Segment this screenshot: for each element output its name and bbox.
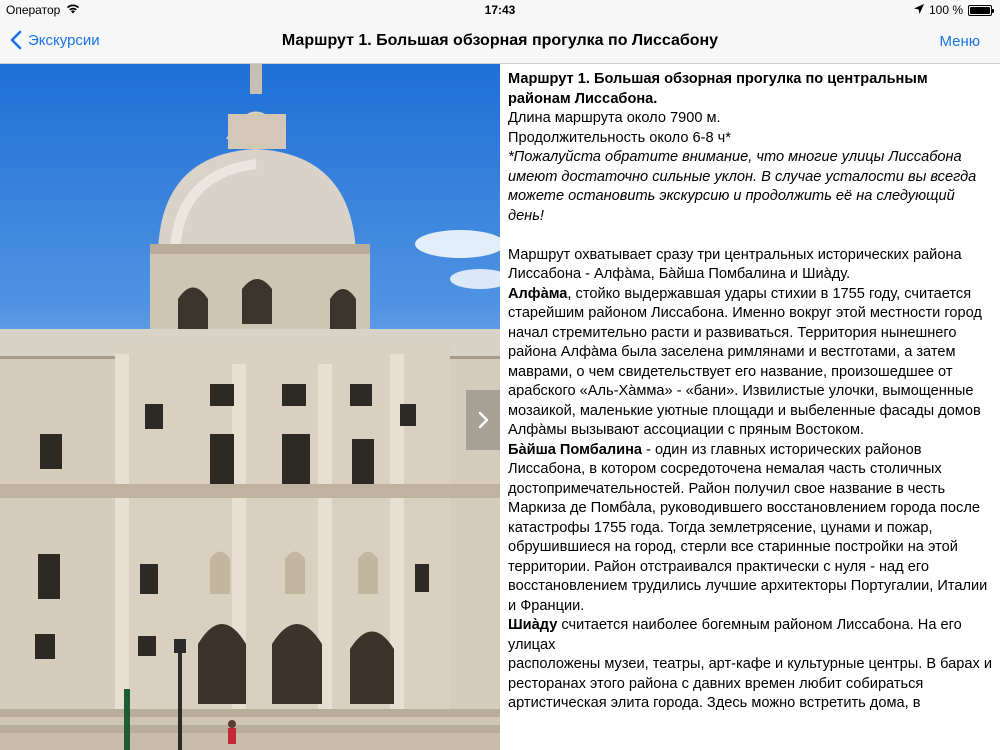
alfama-paragraph xyxy=(508,285,992,441)
battery-icon xyxy=(968,5,992,16)
back-button[interactable] xyxy=(10,30,100,50)
menu-button[interactable]: Меню xyxy=(939,33,980,50)
paragraph-gap xyxy=(508,226,992,246)
baixa-name: Ба̀йша Помбалина xyxy=(508,441,643,458)
chiado-paragraph xyxy=(508,616,992,655)
building-photo xyxy=(0,64,500,750)
baixa-paragraph xyxy=(508,441,992,617)
baixa-text: - один из главных исторических районов Лиссабона, в котором сосредоточена немалая часть столичных достопримечательностей. Район получил свое название в честь Маркиза де Помба̀ла, руководившего восстановлением города после катастрофы 1755 года. Тогда землетрясение, цунами и пожар, обрушившиеся на город, стерли все старинные постройки на этой территории. Район отстраивался практически с нуля - над его восстановлением трудились лучшие архитекторы Португалии, Италии и Франции. xyxy=(508,441,988,614)
page-title: Маршрут 1. Большая обзорная прогулка по Лиссабону xyxy=(281,32,719,49)
location-arrow-icon xyxy=(914,3,924,17)
next-image-button[interactable] xyxy=(466,390,500,450)
chiado-line-3: артистическая элита города. Здесь можно встретить дома, в xyxy=(508,695,921,711)
navigation-bar xyxy=(0,20,1000,64)
chiado-name: Шиа̀ду xyxy=(508,617,558,633)
alfama-name: Алфа̀ма xyxy=(508,285,568,302)
route-note: *Пожалуйста обратите внимание, что многие улицы Лиссабона имеют достаточно сильные уклон. В случае усталости вы всегда можете остановить экскурсию и продолжить её на следующий день! xyxy=(508,149,977,224)
route-intro: Маршрут охватывает сразу три центральных исторических района Лиссабона - Алфа̀ма, Ба̀йша Помбалина и Шиа̀ду. xyxy=(508,246,962,282)
clock: 17:43 xyxy=(484,3,516,17)
battery-level xyxy=(970,7,990,14)
photo-gallery[interactable] xyxy=(0,64,500,750)
alfama-text: , стойко выдержавшая удары стихии в 1755 году, считается старейшим районом Лиссабона. Именно вокруг этой местности город начал стремительно расти и развиваться. Территория нынешнего района Алфа̀ма была заселена римлянами и вестготами, а затем маврами, о чем свидетельствует его название, произошедшее от арабского «Аль-Ха̀мма» - «бани». Извилистые улочки, вымощенные мозаикой, маленькие уютные площади и выбеленные фасады домов Алфа̀мы вызывают ассоциации с пряным Востоком. xyxy=(508,285,982,438)
route-length: Длина маршрута около 7900 м. xyxy=(508,110,721,126)
route-duration: Продолжительность около 6-8 ч* xyxy=(508,129,731,146)
status-bar xyxy=(0,0,1000,20)
status-right xyxy=(914,3,992,17)
article-text xyxy=(500,64,1000,750)
carrier-label: Оператор xyxy=(6,3,61,17)
chevron-right-icon xyxy=(477,411,489,429)
chiado-line-2: расположены музеи, театры, арт-кафе и культурные центры. В барах и ресторанах этого района с давних времен любит собираться xyxy=(508,656,992,692)
chiado-text: считается наиболее богемным районом Лиссабона. На его улицах xyxy=(508,617,962,653)
battery-percent: 100 % xyxy=(928,3,963,17)
article-heading: Маршрут 1. Большая обзорная прогулка по центральным районам Лиссабона. xyxy=(508,71,928,107)
chevron-left-icon xyxy=(10,30,22,50)
back-button-label: Экскурсии xyxy=(28,31,100,49)
